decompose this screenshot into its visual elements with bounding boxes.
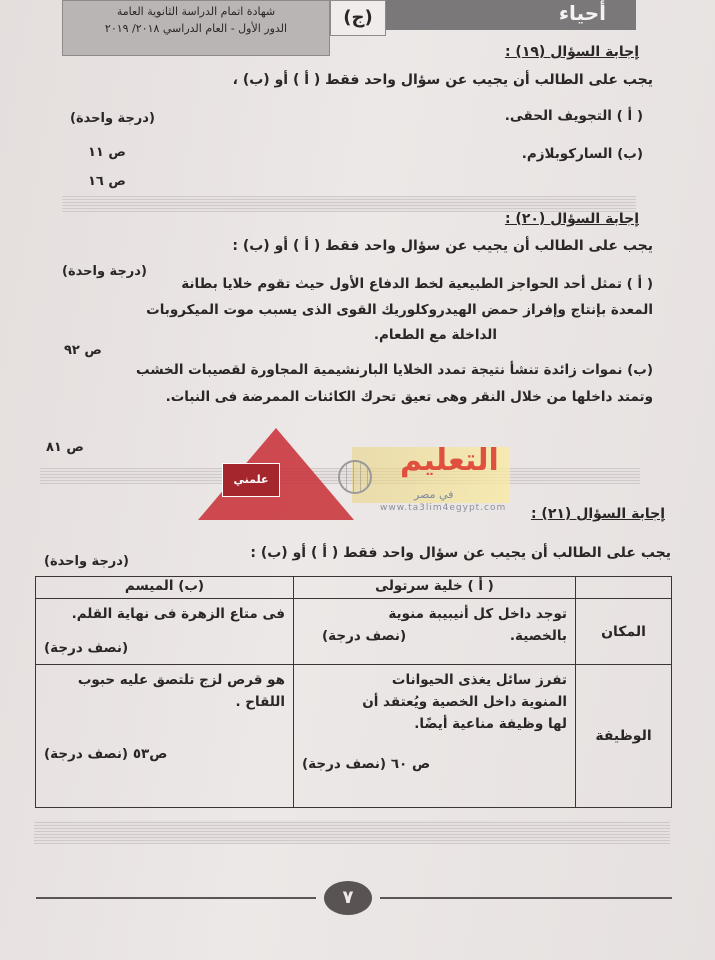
footer-line-left xyxy=(36,897,316,899)
q19-degree: (درجة واحدة) xyxy=(70,111,155,126)
globe-icon xyxy=(338,460,372,494)
q19-answer-b: (ب) الساركوبلازم. xyxy=(521,146,643,162)
q20-answer-a-line2: المعدة بإنتاج وإفراز حمض الهيدروكلوريك القوى الذى يسبب موت الميكروبات xyxy=(146,302,653,318)
q20-page-b: ص ٨١ xyxy=(46,440,84,455)
cell-text: المنوية داخل الخصية ويُعتقد أن xyxy=(362,694,567,711)
watermark-brand: التعليم xyxy=(400,443,499,478)
row-label-place: المكان xyxy=(576,599,672,665)
q21-answer-table xyxy=(35,576,672,808)
cell-text: لها وظيفة مناعية أيضًا. xyxy=(414,716,567,733)
model-badge: (ج) xyxy=(330,0,386,36)
footer-line-right xyxy=(380,897,672,899)
row-label-function: الوظيفة xyxy=(576,665,672,808)
cell-function-a xyxy=(294,665,576,808)
cell-text: بالخصية. xyxy=(509,628,567,645)
q19-page-b: ص ١٦ xyxy=(88,174,126,189)
subject-banner: أحياء xyxy=(386,0,636,30)
q20-instruction: يجب على الطالب أن يجيب عن سؤال واحد فقط ( أ ) أو (ب) : xyxy=(232,238,653,254)
exam-title-line1: شهادة اتمام الدراسة الثانوية العامة xyxy=(116,5,276,18)
q19-answer-a: ( أ ) التجويف الحقى. xyxy=(504,108,643,124)
cell-text: توجد داخل كل أنيبيبة منوية xyxy=(388,606,567,623)
watermark-red-box: علمني xyxy=(222,463,280,497)
cell-text: تفرز سائل يغذى الحيوانات xyxy=(391,672,567,689)
watermark-sub: في مصر xyxy=(414,488,454,501)
cell-score: ص ٦٠ (نصف درجة) xyxy=(302,756,431,773)
cell-text: هو قرص لزج تلتصق عليه حبوب xyxy=(77,672,285,689)
cell-score: (نصف درجة) xyxy=(44,640,129,657)
q20-answer-b-line2: وتمتد داخلها من خلال النقر وهى تعيق تحرك الكائنات الممرضة فى النبات. xyxy=(165,389,653,405)
q20-answer-b-line1: (ب) نموات زائدة تنشأ نتيجة تمدد الخلايا البارنشيمية المجاورة لقصيبات الخشب xyxy=(136,362,653,378)
page-number: ٧ xyxy=(324,881,372,915)
cell-score: (نصف درجة) xyxy=(322,628,407,645)
cell-place-a xyxy=(294,599,576,665)
exam-title-line2: الدور الأول - العام الدراسي ٢٠١٨/ ٢٠١٩ xyxy=(104,22,288,35)
q21-degree: (درجة واحدة) xyxy=(44,554,129,569)
q19-heading: إجابة السؤال (١٩) : xyxy=(504,44,639,60)
table-corner xyxy=(576,577,672,599)
exam-title-box xyxy=(62,0,330,56)
cell-score: ص٥٣ (نصف درجة) xyxy=(44,746,168,763)
table-header-a: ( أ ) خلية سرتولى xyxy=(294,577,576,599)
cell-place-b xyxy=(36,599,294,665)
q19-page-a: ص ١١ xyxy=(88,145,126,160)
table-header-b: (ب) الميسم xyxy=(36,577,294,599)
q20-page-a: ص ٩٢ xyxy=(64,343,102,358)
q21-heading: إجابة السؤال (٢١) : xyxy=(530,506,665,522)
q20-answer-a-line1: ( أ ) تمثل أحد الحواجز الطبيعية لخط الدفاع الأول حيث تقوم خلايا بطانة xyxy=(181,276,653,292)
watermark-url: www.ta3lim4egypt.com xyxy=(380,503,507,513)
q20-heading: إجابة السؤال (٢٠) : xyxy=(504,211,639,227)
cell-text: فى متاع الزهرة فى نهاية القلم. xyxy=(71,606,285,623)
cell-text: اللقاح . xyxy=(235,694,285,711)
divider-band xyxy=(62,196,636,212)
cell-function-b xyxy=(36,665,294,808)
q20-answer-a-line3: الداخلة مع الطعام. xyxy=(373,327,497,343)
q21-instruction: يجب على الطالب أن يجيب عن سؤال واحد فقط ( أ ) أو (ب) : xyxy=(250,545,671,561)
q19-instruction: يجب على الطالب أن يجيب عن سؤال واحد فقط ( أ ) أو (ب) ، xyxy=(232,72,653,88)
divider-band xyxy=(34,820,670,844)
q20-degree: (درجة واحدة) xyxy=(62,264,147,279)
